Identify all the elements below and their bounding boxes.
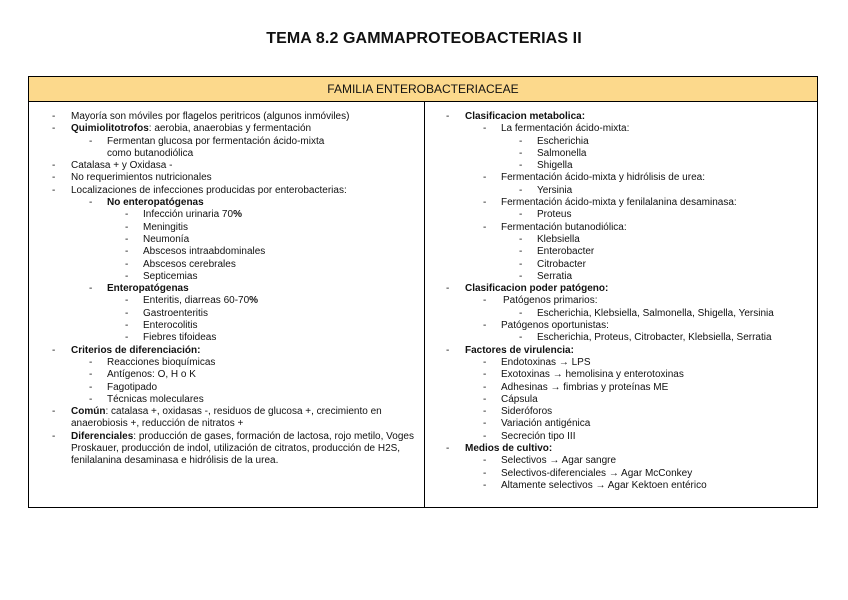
list-item: - Común: catalasa +, oxidasas -, residuos de glucosa +, crecimiento en anaerobiosis +, reducción de nitratos + — [52, 406, 382, 430]
list-item: - Catalasa + y Oxidasa - — [52, 160, 173, 172]
list-item: - La fermentación ácido-mixta: — [483, 123, 630, 135]
table-header: FAMILIA ENTEROBACTERIACEAE — [29, 77, 817, 102]
right-column — [425, 102, 817, 507]
list-item: - Abscesos cerebrales — [125, 258, 236, 270]
list-item: - Enteropatógenas — [89, 283, 189, 295]
list-item: - Enterocolitis — [125, 320, 198, 332]
list-item: - Escherichia, Klebsiella, Salmonella, Shigella, Yersinia — [519, 307, 774, 319]
list-item: - Citrobacter — [519, 258, 586, 270]
list-item: - Shigella — [519, 160, 573, 172]
list-item: - Adhesinas → fimbrias y proteínas ME — [483, 381, 669, 393]
list-item: - Neumonía — [125, 233, 190, 245]
list-item: - Escherichia, Proteus, Citrobacter, Klebsiella, Serratia — [519, 332, 772, 344]
list-item: - Factores de virulencia: — [446, 344, 574, 356]
list-item: - Endotoxinas → LPS — [483, 356, 591, 368]
content-table — [28, 76, 818, 508]
list-item: - Enteritis, diarreas 60-70% — [125, 295, 259, 307]
list-item: - No enteropatógenas — [89, 197, 204, 209]
list-item: - Variación antigénica — [483, 418, 591, 430]
list-item: - Técnicas moleculares — [89, 393, 204, 405]
list-item: - Abscesos intraabdominales — [125, 246, 266, 258]
list-item: - Escherichia — [519, 135, 589, 147]
list-item: - Mayoría son móviles por flagelos peritricos (algunos inmóviles) — [52, 111, 350, 122]
list-item: - Clasificacion metabolica: — [446, 111, 586, 122]
list-item: - Meningitis — [125, 221, 189, 233]
left-column — [29, 102, 425, 507]
list-item: - Fermentan glucosa por fermentación ácido-mixta como butanodiólica — [89, 135, 325, 159]
list-item: - Fermentación butanodiólica: — [483, 221, 627, 233]
list-item: - Salmonella — [519, 147, 587, 159]
list-item: - Exotoxinas → hemolisina y enterotoxinas — [483, 369, 684, 381]
list-item: - Serratia — [519, 270, 573, 282]
list-item: - Yersinia — [519, 184, 573, 196]
list-item: - Infección urinaria 70% — [125, 209, 242, 221]
list-item: - Diferenciales: producción de gases, formación de lactosa, rojo metilo, Voges Proskauer, producción de indol, utilización de citratos, producción de H2S, fenilalanina desaminasa e hidrólisis de la urea. — [52, 430, 414, 467]
list-item: - Cápsula — [483, 393, 538, 405]
list-item: - Sideróforos — [483, 406, 553, 418]
list-item: - Secreción tipo III — [483, 430, 576, 442]
list-item: - Fermentación ácido-mixta y hidrólisis de urea: — [483, 172, 705, 184]
list-item: - Fermentación ácido-mixta y fenilalanina desaminasa: — [483, 197, 737, 209]
list-item: - Proteus — [519, 209, 572, 221]
list-item: - Altamente selectivos → Agar Kektoen entérico — [483, 479, 707, 491]
list-item: - Enterobacter — [519, 246, 595, 258]
list-item: - Clasificacion poder patógeno: — [446, 283, 609, 295]
list-item: - Klebsiella — [519, 233, 580, 245]
list-item: - Localizaciones de infecciones producidas por enterobacterias: — [52, 184, 347, 196]
list-item: - Patógenos oportunistas: — [483, 320, 609, 332]
list-item: - No requerimientos nutricionales — [52, 172, 212, 184]
list-item: - Medios de cultivo: — [446, 443, 553, 455]
page-title: TEMA 8.2 GAMMAPROTEOBACTERIAS II — [266, 30, 582, 47]
list-item: - Quimiolitotrofos: aerobia, anaerobias y fermentación — [52, 123, 312, 135]
list-item: - Criterios de diferenciación: — [52, 344, 201, 356]
list-item: - Selectivos → Agar sangre — [483, 455, 617, 467]
list-item: - Fiebres tifoideas — [125, 332, 217, 344]
list-item: - Septicemias — [125, 270, 198, 282]
list-item: - Fagotipado — [89, 381, 158, 393]
list-item: - Antígenos: O, H o K — [89, 369, 196, 381]
list-item: - Patógenos primarios: — [483, 295, 598, 307]
list-item: - Selectivos-diferenciales → Agar McConkey — [483, 467, 693, 479]
list-item: - Gastroenteritis — [125, 307, 209, 319]
list-item: - Reacciones bioquímicas — [89, 356, 216, 368]
